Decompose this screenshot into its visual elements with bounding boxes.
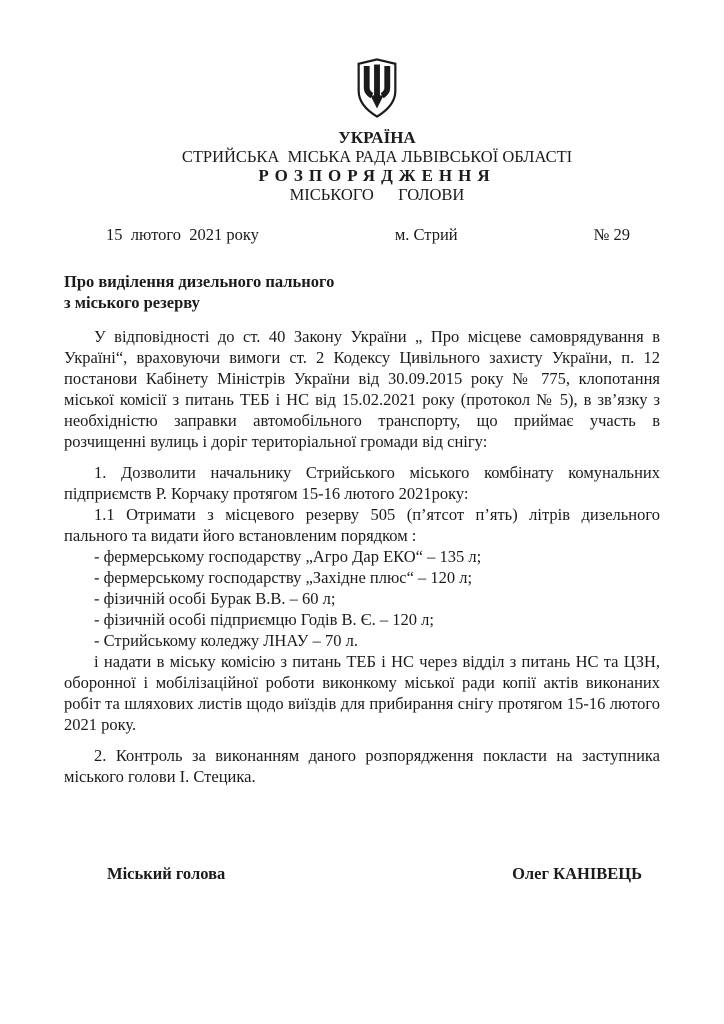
document-place: м. Стрий [394,225,458,244]
paragraph-item-2-control: 2. Контроль за виконанням даного розпорядження покласти на заступника міського голови І. Стецика. [64,746,660,786]
allocation-list-item: - фермерському господарству „Агро Дар ЕКО“ – 135 л; [94,547,482,566]
document-meta-row [64,224,660,245]
allocation-list-item: - фізичній особі підприємцю Годів В. Є. – 120 л; [94,610,434,629]
header-council-name: СТРИЙСЬКА МІСЬКА РАДА ЛЬВІВСЬКОЇ ОБЛАСТІ [181,147,573,166]
signature-block [64,863,660,884]
header-country: УКРАЇНА [338,128,416,147]
paragraph-item-1-1: 1.1 Отримати з місцевого резерву 505 (п’ятсот п’ять) літрів дизельного пального та видати його встановленим порядком : [64,505,660,545]
ukraine-trident-emblem-icon [355,57,399,124]
allocation-list-item: - фізичній особі Бурак В.В. – 60 л; [94,589,336,608]
document-date: 15 лютого 2021 року [106,225,259,244]
subject-line-1: Про виділення дизельного пального [64,272,335,291]
document-body [64,326,660,787]
subject-line-2: з міського резерву [64,293,200,312]
allocation-list-item: - Стрийському коледжу ЛНАУ – 70 л. [94,631,358,650]
header-document-type: РОЗПОРЯДЖЕННЯ [258,166,496,185]
document-header [64,57,660,204]
signer-name: Олег КАНІВЕЦЬ [512,864,642,883]
paragraph-reporting: і надати в міську комісію з питань ТЕБ і НС через відділ з питань НС та ЦЗН, оборонної і мобілізаційної роботи виконкому міської ради копії актів виконаних робіт та шляхових листів щодо виїздів для прибирання снігу протягом 15-16 лютого 2021 року. [64,652,660,734]
signer-position: Міський голова [107,864,226,883]
paragraph-preamble: У відповідності до ст. 40 Закону України „ Про місцеве самоврядування в Україні“, враховуючи вимоги ст. 2 Кодексу Цивільного захисту України, п. 12 постанови Кабінету Міністрів України від 30.09.2015 року № 775, клопотання міської комісії з питань ТЕБ і НС від 15.02.2021 року (протокол № 5), в зв’язку з необхідністю заправки автомобільного транспорту, що приймає участь в розчищенні вулиць і доріг територіальної громади від снігу: [64,327,660,451]
header-document-author: МІСЬКОГО ГОЛОВИ [289,185,465,204]
allocation-list-item: - фермерському господарству „Західне плюс“ – 120 л; [94,568,473,587]
paragraph-item-1: 1. Дозволити начальнику Стрийського міського комбінату комунальних підприємств Р. Корчаку протягом 15-16 лютого 2021року: [64,463,660,503]
document-subject [64,271,660,313]
document-number: № 29 [593,225,630,244]
